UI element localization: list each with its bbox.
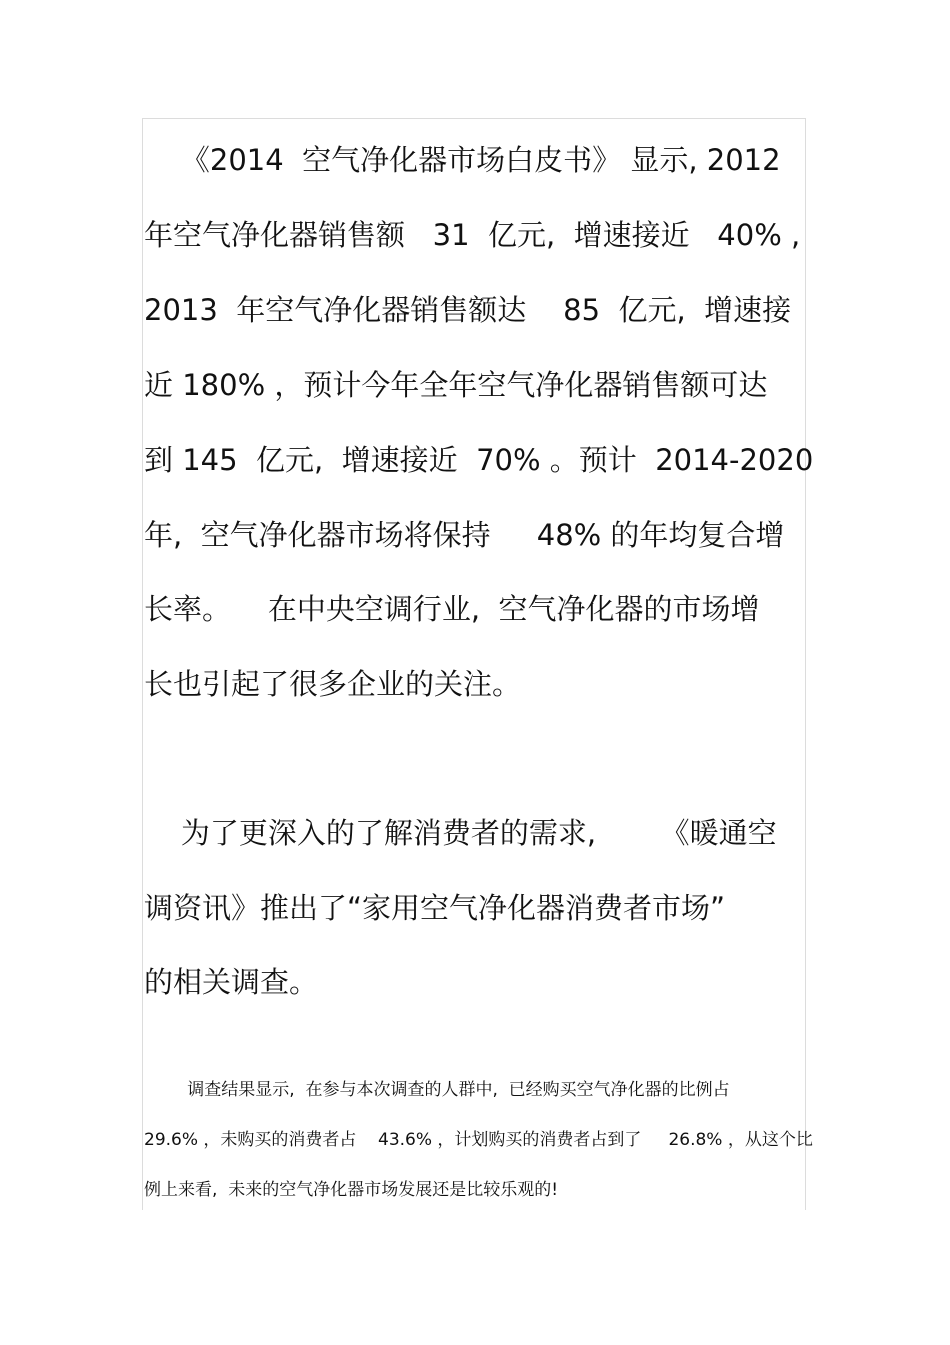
text-line: 到 145 亿元, 增速接近 70% 。预计 2014-2020 xyxy=(144,443,814,477)
text-line: 29.6% ，未购买的消费者占 43.6% ，计划购买的消费者占到了 26.8% ，从这个比 xyxy=(144,1130,813,1150)
text-line: 调资讯》推出了“家用空气净化器消费者市场” xyxy=(144,891,726,925)
text-line: 2013 年空气净化器销售额达 85 亿元, 增速接 xyxy=(144,293,792,327)
text-line: 例上来看, 未来的空气净化器市场发展还是比较乐观的! xyxy=(144,1180,559,1200)
text-line: 调查结果显示, 在参与本次调查的人群中, 已经购买空气净化器的比例占 xyxy=(144,1080,730,1100)
text-line: 近 180% ，预计今年全年空气净化器销售额可达 xyxy=(144,368,768,402)
text-line: 长也引起了很多企业的关注。 xyxy=(144,667,522,701)
text-line: 的相关调查。 xyxy=(144,965,319,999)
text-line: 年空气净化器销售额 31 亿元, 增速接近 40% , xyxy=(144,218,801,252)
text-line: 《2014 空气净化器市场白皮书》 显示, 2012 xyxy=(144,143,781,177)
page-frame xyxy=(142,118,806,1210)
text-line: 年, 空气净化器市场将保持 48% 的年均复合增 xyxy=(144,518,785,552)
text-line: 为了更深入的了解消费者的需求, 《暖通空 xyxy=(144,816,777,850)
text-line: 长率。 在中央空调行业, 空气净化器的市场增 xyxy=(144,592,760,626)
